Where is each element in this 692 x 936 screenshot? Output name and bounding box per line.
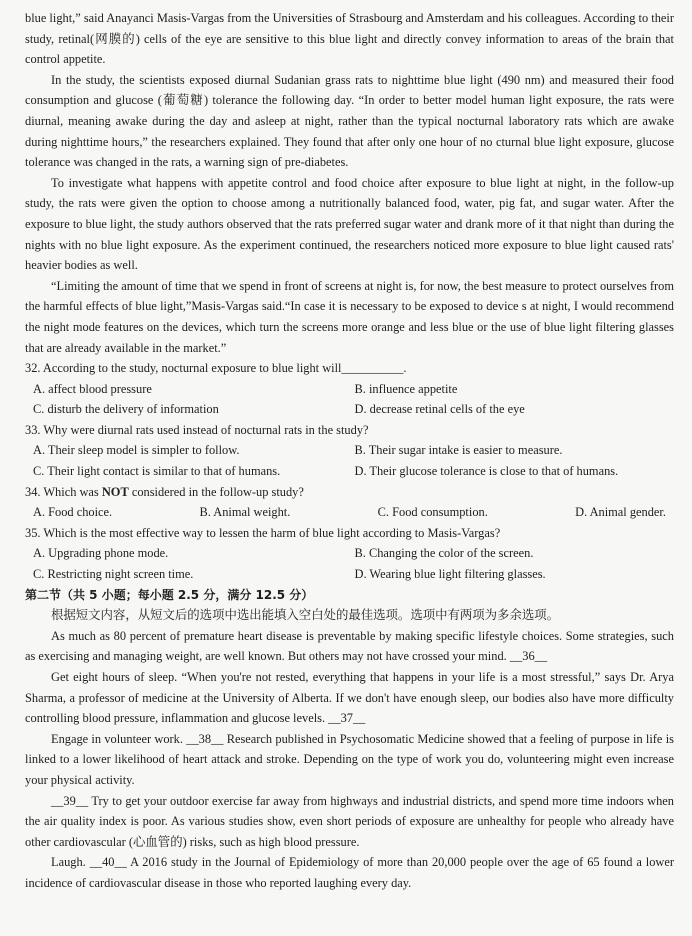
option-d: D. Wearing blue light filtering glasses.: [354, 567, 546, 582]
stem-pre: 34. Which was: [25, 484, 102, 499]
cloze-text: Try to get your outdoor exercise far away from highways and industrial districts, and spend more time indoors when the air quality index is poor. As various studies show, even short periods of exposure are unhealthy for people who already have other cardiovascular (心血管的) risks, such as high blood pressure.: [25, 793, 675, 849]
option-a: A. Upgrading phone mode.: [33, 546, 169, 561]
cloze-paragraph-3: [25, 729, 674, 791]
option-c: C. Food consumption.: [377, 505, 488, 520]
options: [25, 502, 674, 523]
question-33: [25, 420, 674, 482]
option-b: B. Animal weight.: [199, 505, 291, 520]
question-35: [25, 523, 674, 585]
option-b: B. influence appetite: [354, 381, 458, 396]
option-d: D. decrease retinal cells of the eye: [354, 402, 525, 417]
cloze-text: Laugh.: [51, 855, 86, 870]
options: [25, 440, 674, 481]
passage-paragraph-2: In the study, the scientists exposed diurnal Sudanian grass rats to nighttime blue light (490 nm) and measured their food consumption and glucose (葡萄糖) tolerance the following day. “In order to better model human light exposure, the rats were diurnal, meaning awake during the day and asleep at night, rather than the typical nocturnal laboratory rats which are awake during nighttime hours,” the researchers explained. They found that after only one hour of no cturnal blue light exposure, glucose tolerance was changed in the rats, a warning sign of pre-diabetes.: [25, 72, 674, 170]
options: [25, 543, 674, 584]
option-b: B. Their sugar intake is easier to measure.: [354, 443, 563, 458]
section-heading: 第二节（共 5 小题；每小题 2.5 分，满分 12.5 分）: [25, 587, 314, 602]
blank-40: __40__: [89, 855, 127, 870]
options: [25, 379, 674, 420]
cloze-paragraph-5: [25, 852, 674, 893]
question-32: [25, 358, 674, 420]
question-stem: 33. Why were diurnal rats used instead of nocturnal rats in the study?: [25, 422, 369, 437]
cloze-text: As much as 80 percent of premature heart disease is preventable by making specific lifestyle choices. Some strategies, such as exercising and managing weight, are well known. But others may not have crossed your mind.: [25, 628, 674, 664]
cloze-text: A 2016 study in the Journal of Epidemiology of more than 20,000 people over the age of 65 found a lower incidence of cardiovascular disease in those who reported laughing every day.: [25, 855, 674, 890]
question-34: [25, 482, 674, 523]
blank-36: __36__: [509, 649, 548, 664]
cloze-text: Get eight hours of sleep. “When you're not rested, everything that happens in your life is a most stressful,” says Dr. Arya Sharma, a professor of medicine at the University of Alberta. If we don't have enough sleep, our bodies also have more difficulty controlling blood pressure, inflammation and glucose levels.: [25, 670, 674, 726]
option-c: C. Restricting night screen time.: [33, 567, 194, 582]
passage-paragraph-3: To investigate what happens with appetite control and food choice after exposure to blue light at night, in the follow-up study, the rats were given the option to choose among a nutritionally balanced food, water, pig fat, and sugar water. After the exposure to blue light, the study authors observed that the rats preferred sugar water and drank more of it that night than during the nights with no blue light exposure. As the experiment continued, the researchers noticed more exposure to blue light caused rats' heavier bodies as well.: [25, 175, 674, 273]
cloze-paragraph-4: [25, 791, 674, 853]
passage-paragraph-4: “Limiting the amount of time that we spend in front of screens at night is, for now, the best measure to protect ourselves from the harmful effects of blue light,”Masis-Vargas said.“In case it is necessary to be exposed to device s at night, I would recommend the night mode features on the devices, which turn the screens more orange and less blue or the use of blue light filtering glasses that are already available in the market.”: [25, 278, 674, 355]
blank-38: __38__: [186, 731, 224, 746]
question-stem: 32. According to the study, nocturnal exposure to blue light will__________.: [25, 361, 407, 376]
blank-37: __37__: [328, 711, 366, 726]
option-d: D. Their glucose tolerance is close to that of humans.: [354, 464, 619, 479]
option-b: B. Changing the color of the screen.: [354, 546, 534, 561]
cloze-text: Research published in Psychosomatic Medicine showed that a feeling of purpose in life is linked to a lower likelihood of heart attack and stroke. Depending on the type of work you do, volunteering might even increase your physical activity.: [25, 731, 674, 787]
option-a: A. affect blood pressure: [33, 381, 152, 396]
section-instruction: 根据短文内容，从短文后的选项中选出能填入空白处的最佳选项。选项中有两项为多余选项。: [51, 608, 560, 623]
passage-paragraph-1: blue light,” said Anayanci Masis-Vargas from the Universities of Strasbourg and Amsterdam and his colleagues. According to their study, retinal(网膜的) cells of the eye are sensitive to this blue light and directly convey information to areas of the brain that control appetite.: [25, 11, 674, 67]
option-c: C. disturb the delivery of information: [33, 402, 219, 417]
option-a: A. Food choice.: [33, 505, 113, 520]
option-c: C. Their light contact is similar to that of humans.: [33, 464, 281, 479]
stem-not-emphasis: NOT: [101, 484, 129, 499]
question-stem: [25, 482, 674, 503]
option-d: D. Animal gender.: [575, 505, 666, 520]
blank-39: __39__: [51, 793, 89, 808]
option-a: A. Their sleep model is simpler to follow.: [33, 443, 240, 458]
question-stem: 35. Which is the most effective way to lessen the harm of blue light according to Masis-Vargas?: [25, 525, 501, 540]
cloze-text: Engage in volunteer work.: [51, 731, 183, 746]
cloze-paragraph-1: [25, 626, 674, 667]
cloze-paragraph-2: [25, 667, 674, 729]
stem-post: considered in the follow-up study?: [128, 484, 304, 499]
